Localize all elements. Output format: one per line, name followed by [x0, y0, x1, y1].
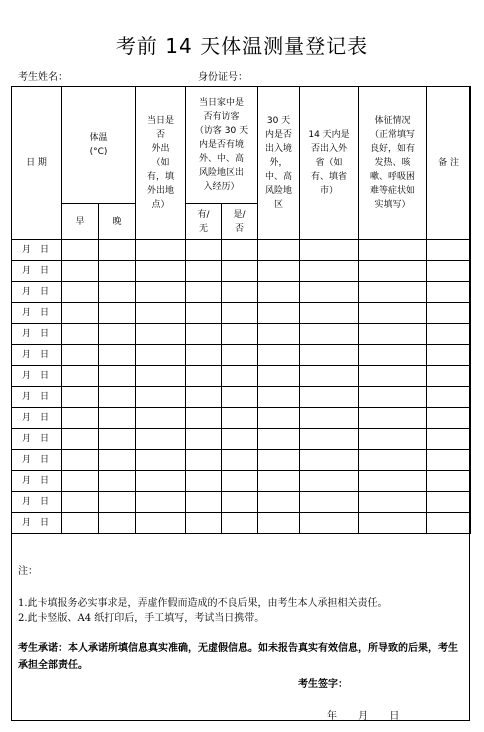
entry-cell[interactable]	[62, 408, 99, 429]
entry-cell[interactable]	[359, 303, 427, 324]
entry-cell[interactable]	[62, 240, 99, 261]
table-row	[12, 303, 471, 324]
entry-cell[interactable]	[258, 345, 300, 366]
outing-header: 当日是 否 外出 （如 有，填 外出地 点）	[136, 87, 186, 240]
entry-cell[interactable]	[427, 513, 471, 534]
entry-cell[interactable]	[186, 408, 222, 429]
entry-cell[interactable]	[359, 282, 427, 303]
row-date-cell[interactable]: 月 日	[12, 471, 62, 492]
entry-cell[interactable]	[99, 366, 136, 387]
entry-cell[interactable]	[62, 387, 99, 408]
entry-cell[interactable]	[427, 471, 471, 492]
table-row	[12, 345, 471, 366]
table-row	[12, 387, 471, 408]
entry-cell[interactable]	[136, 261, 186, 282]
entry-cell[interactable]	[300, 492, 359, 513]
table-row	[12, 324, 471, 345]
entry-cell[interactable]	[186, 492, 222, 513]
table-row	[12, 450, 471, 471]
entry-cell[interactable]	[222, 471, 258, 492]
entry-cell[interactable]	[99, 324, 136, 345]
entry-cell[interactable]	[99, 471, 136, 492]
row-date-cell[interactable]: 月 日	[12, 261, 62, 282]
entry-cell[interactable]	[62, 366, 99, 387]
entry-cell[interactable]	[186, 324, 222, 345]
entry-cell[interactable]	[222, 450, 258, 471]
entry-cell[interactable]	[186, 303, 222, 324]
sign-date-line: 年 月 日	[327, 711, 400, 722]
row-date-cell[interactable]: 月 日	[12, 282, 62, 303]
entry-cell[interactable]	[136, 303, 186, 324]
table-row	[12, 408, 471, 429]
entry-cell[interactable]	[222, 282, 258, 303]
date-header: 日 期	[12, 87, 62, 240]
entry-cell[interactable]	[186, 345, 222, 366]
entry-cell[interactable]	[427, 345, 471, 366]
entry-cell[interactable]	[99, 492, 136, 513]
entry-cell[interactable]	[62, 282, 99, 303]
entry-cell[interactable]	[99, 303, 136, 324]
entry-cell[interactable]	[186, 261, 222, 282]
entry-cell[interactable]	[300, 324, 359, 345]
entry-cell[interactable]	[222, 366, 258, 387]
entry-cell[interactable]	[359, 345, 427, 366]
evening-header: 晚	[99, 204, 136, 240]
visitor-header: 当日家中是 否有访客 （访客 30 天 内是否有境 外、中、高 风险地区出 入经历）	[186, 87, 258, 204]
entry-cell[interactable]	[186, 450, 222, 471]
entry-cell[interactable]	[99, 282, 136, 303]
entry-cell[interactable]	[99, 408, 136, 429]
entry-cell[interactable]	[222, 387, 258, 408]
id-number-label: 身份证号：	[198, 72, 248, 83]
entry-cell[interactable]	[222, 408, 258, 429]
note-line-1: 1.此卡填报务必实事求是，弄虚作假而造成的不良后果，由考生本人承担相关责任。	[18, 598, 388, 609]
note-line-2: 2.此卡竖版、A4 纸打印后，手工填写，考试当日携带。	[18, 613, 265, 624]
row-date-cell[interactable]: 月 日	[12, 492, 62, 513]
entry-cell[interactable]	[258, 513, 300, 534]
entry-cell[interactable]	[300, 429, 359, 450]
entry-cell[interactable]	[359, 513, 427, 534]
temperature-log-table	[11, 86, 471, 534]
entry-cell[interactable]	[427, 450, 471, 471]
entry-cell[interactable]	[427, 492, 471, 513]
signature-label: 考生签字：	[298, 679, 348, 690]
entry-cell[interactable]	[186, 471, 222, 492]
row-date-cell[interactable]: 月 日	[12, 429, 62, 450]
entry-cell[interactable]	[62, 450, 99, 471]
entry-cell[interactable]	[136, 282, 186, 303]
entry-cell[interactable]	[258, 240, 300, 261]
entry-cell[interactable]	[359, 408, 427, 429]
entry-cell[interactable]	[136, 324, 186, 345]
entry-cell[interactable]	[136, 387, 186, 408]
entry-cell[interactable]	[258, 429, 300, 450]
entry-cell[interactable]	[136, 429, 186, 450]
entry-cell[interactable]	[222, 345, 258, 366]
entry-cell[interactable]	[258, 324, 300, 345]
travel-14days-header: 14 天内是 否出入外 省（如 有、填省 市）	[300, 87, 359, 240]
entry-cell[interactable]	[136, 366, 186, 387]
entry-cell[interactable]	[62, 261, 99, 282]
entry-cell[interactable]	[300, 261, 359, 282]
row-date-cell[interactable]: 月 日	[12, 366, 62, 387]
entry-cell[interactable]	[186, 366, 222, 387]
entry-cell[interactable]	[427, 282, 471, 303]
row-date-cell[interactable]: 月 日	[12, 450, 62, 471]
entry-cell[interactable]	[222, 324, 258, 345]
entry-cell[interactable]	[359, 387, 427, 408]
table-row	[12, 492, 471, 513]
entry-cell[interactable]	[136, 240, 186, 261]
table-row	[12, 261, 471, 282]
visitor-travel-yes-no-header: 是/ 否	[222, 204, 258, 240]
entry-cell[interactable]	[300, 345, 359, 366]
entry-cell[interactable]	[62, 513, 99, 534]
entry-cell[interactable]	[99, 450, 136, 471]
entry-cell[interactable]	[136, 492, 186, 513]
entry-cell[interactable]	[300, 450, 359, 471]
entry-cell[interactable]	[136, 408, 186, 429]
entry-cell[interactable]	[222, 303, 258, 324]
entry-cell[interactable]	[136, 471, 186, 492]
entry-cell[interactable]	[258, 408, 300, 429]
entry-cell[interactable]	[99, 513, 136, 534]
entry-cell[interactable]	[258, 366, 300, 387]
row-date-cell[interactable]: 月 日	[12, 408, 62, 429]
entry-cell[interactable]	[300, 513, 359, 534]
entry-cell[interactable]	[258, 303, 300, 324]
row-date-cell[interactable]: 月 日	[12, 303, 62, 324]
entry-cell[interactable]	[359, 366, 427, 387]
entry-cell[interactable]	[427, 240, 471, 261]
entry-cell[interactable]	[186, 513, 222, 534]
entry-cell[interactable]	[99, 429, 136, 450]
entry-cell[interactable]	[99, 261, 136, 282]
entry-cell[interactable]	[62, 492, 99, 513]
entry-cell[interactable]	[359, 450, 427, 471]
entry-cell[interactable]	[427, 261, 471, 282]
table-row	[12, 429, 471, 450]
entry-cell[interactable]	[222, 261, 258, 282]
row-date-cell[interactable]: 月 日	[12, 324, 62, 345]
entry-cell[interactable]	[359, 324, 427, 345]
notes-label: 注：	[18, 566, 38, 577]
entry-cell[interactable]	[62, 345, 99, 366]
entry-cell[interactable]	[136, 513, 186, 534]
entry-cell[interactable]	[359, 240, 427, 261]
entry-cell[interactable]	[99, 387, 136, 408]
entry-cell[interactable]	[427, 387, 471, 408]
row-date-cell[interactable]: 月 日	[12, 513, 62, 534]
entry-cell[interactable]	[300, 303, 359, 324]
temperature-header: 体温 (°C)	[62, 87, 136, 204]
table-row	[12, 282, 471, 303]
entry-cell[interactable]	[427, 324, 471, 345]
examinee-name-label: 考生姓名：	[18, 72, 68, 83]
entry-cell[interactable]	[258, 471, 300, 492]
entry-cell[interactable]	[186, 429, 222, 450]
entry-cell[interactable]	[222, 492, 258, 513]
entry-cell[interactable]	[258, 450, 300, 471]
table-row	[12, 513, 471, 534]
entry-cell[interactable]	[427, 408, 471, 429]
entry-cell[interactable]	[99, 240, 136, 261]
remarks-header: 备 注	[427, 87, 471, 240]
entry-cell[interactable]	[186, 387, 222, 408]
entry-cell[interactable]	[300, 387, 359, 408]
entry-cell[interactable]	[186, 240, 222, 261]
entry-cell[interactable]	[359, 471, 427, 492]
entry-cell[interactable]	[359, 492, 427, 513]
entry-cell[interactable]	[300, 282, 359, 303]
entry-cell[interactable]	[258, 282, 300, 303]
entry-cell[interactable]	[258, 261, 300, 282]
entry-cell[interactable]	[300, 240, 359, 261]
table-row	[12, 471, 471, 492]
entry-cell[interactable]	[222, 429, 258, 450]
entry-cell[interactable]	[427, 303, 471, 324]
entry-cell[interactable]	[62, 303, 99, 324]
entry-cell[interactable]	[136, 450, 186, 471]
entry-cell[interactable]	[222, 513, 258, 534]
entry-cell[interactable]	[359, 429, 427, 450]
entry-cell[interactable]	[186, 282, 222, 303]
row-date-cell[interactable]: 月 日	[12, 240, 62, 261]
entry-cell[interactable]	[359, 261, 427, 282]
entry-cell[interactable]	[136, 345, 186, 366]
row-date-cell[interactable]: 月 日	[12, 345, 62, 366]
entry-cell[interactable]	[62, 471, 99, 492]
entry-cell[interactable]	[62, 324, 99, 345]
examinee-promise: 考生承诺：本人承诺所填信息真实准确，无虚假信息。如未报告真实有效信息，所导致的后果，考生承担全部责任。	[18, 643, 458, 671]
row-date-cell[interactable]: 月 日	[12, 387, 62, 408]
entry-cell[interactable]	[300, 366, 359, 387]
table-row	[12, 366, 471, 387]
morning-header: 早	[62, 204, 99, 240]
entry-cell[interactable]	[222, 240, 258, 261]
form-title: 考前 14 天体温测量登记表	[115, 34, 369, 58]
entry-cell[interactable]	[258, 387, 300, 408]
travel-30days-header: 30 天 内是否 出入境 外， 中、高 风险地 区	[258, 87, 300, 240]
entry-cell[interactable]	[62, 429, 99, 450]
entry-cell[interactable]	[427, 366, 471, 387]
symptoms-header: 体征情况 （正常填写 良好，如有 发热、咳 嗽、呼吸困 难等症状如 实填写）	[359, 87, 427, 240]
entry-cell[interactable]	[300, 408, 359, 429]
table-row	[12, 240, 471, 261]
entry-cell[interactable]	[99, 345, 136, 366]
entry-cell[interactable]	[300, 471, 359, 492]
entry-cell[interactable]	[258, 492, 300, 513]
visitor-yes-no-header: 有/ 无	[186, 204, 222, 240]
entry-cell[interactable]	[427, 429, 471, 450]
